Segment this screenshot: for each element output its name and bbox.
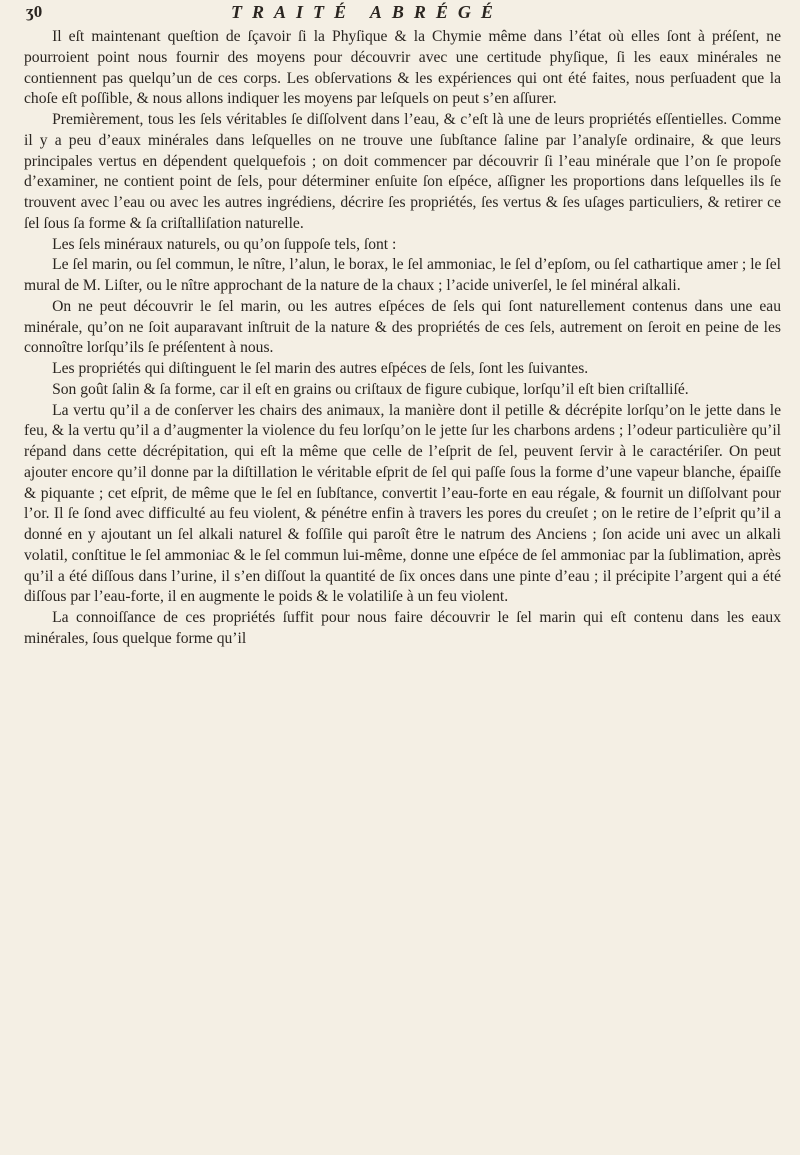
body-text [24, 27, 781, 650]
paragraph: La connoiſſance de ces propriétés ſuffit pour nous faire découvrir le ſel marin qui eſt contenu dans les eaux minérales, ſous quelque forme qu’il [24, 609, 781, 647]
paragraph: Il eſt maintenant queſtion de ſçavoir ſi la Phyſique & la Chymie même dans l’état où elles ſont à préſent, ne pourroient point nous fournir des moyens pour découvrir avec une certitude phyſique, ſi les eaux minérales ne contiennent pas quelqu’un de ces corps. Les obſervations & les expériences qui ont été faites, nous perſuadent que la choſe eſt poſſible, & nous allons indiquer les moyens par leſquels on peut s’en aſſurer. [24, 28, 781, 108]
page-number: ʒ0 [26, 2, 43, 21]
page-header [26, 2, 740, 26]
paragraph: Premièrement, tous les ſels véritables ſe diſſolvent dans l’eau, & c’eſt là une de leurs propriétés eſſentielles. Comme il y a peu d’eaux minérales dans leſquelles on ne trouve une ſubſtance ſaline par l’analyſe ordinaire, & que leurs principales vertus en dépendent quelquefois ; on doit commencer par découvrir ſi l’eau minérale que l’on ſe propoſe d’examiner, ne contient point de ſels, pour déterminer enſuite ſon eſpéce, aſſigner les proportions dans leſquelles ils ſe trouvent avec l’eau ou avec les autres ingrédiens, décrire ſes propriétés, ſes vertus & ſes uſages particuliers, & retirer ce ſel ſous ſa forme & ſa criſtalliſation naturelle. [24, 111, 781, 232]
paragraph: On ne peut découvrir le ſel marin, ou les autres eſpéces de ſels qui ſont naturellement contenus dans une eau minérale, qu’on ne ſoit auparavant inſtruit de la nature & des propriétés de ces ſels, autrement on ſeroit en peine de les connoître lorſqu’ils ſe préſentent à nous. [24, 297, 781, 357]
running-title: TRAITÉ ABRÉGÉ [231, 2, 503, 22]
paragraph: Les ſels minéraux naturels, ou qu’on ſuppoſe tels, ſont : [52, 235, 397, 253]
paragraph: Son goût ſalin & ſa forme, car il eſt en grains ou criſtaux de figure cubique, lorſqu’il eſt bien criſtalliſé. [52, 380, 689, 398]
paragraph: Le ſel marin, ou ſel commun, le nître, l’alun, le borax, le ſel ammoniac, le ſel d’epſom, ou ſel cathartique amer ; le ſel mural de M. Liſter, ou le nître approchant de la nature de la chaux ; l’acide univerſel, le ſel minéral alkali. [24, 256, 781, 294]
paragraph: Les propriétés qui diſtinguent le ſel marin des autres eſpéces de ſels, ſont les ſuivantes. [52, 360, 589, 377]
paragraph: La vertu qu’il a de conſerver les chairs des animaux, la manière dont il petille & décrépite lorſqu’on le jette dans le feu, & la vertu qu’il a d’augmenter la violence du feu lorſqu’on le jette ſur les charbons ardens ; l’odeur particulière qu’il répand dans cette décrépitation, qui eſt la même que celle de l’eſprit de ſel, peuvent ſervir à le caractériſer. On peut ajouter encore qu’il donne par la diſtillation le véritable eſprit de ſel qui paſſe ſous la forme d’une vapeur blanche, épaiſſe & piquante ; cet eſprit, de même que le ſel en ſubſtance, convertit l’eau-forte en eau régale, & fournit un diſſolvant pour l’or. Il ſe ſond avec difficulté au feu violent, & pénétre enfin à travers les pores du creuſet ; on le retire de l’eſprit qu’il a donné en y ajoutant un ſel alkali naturel & foſſile qui paroît être le natrum des Anciens ; ſon acide uni avec un alkali volatil, conſtitue le ſel ammoniac & le ſel commun lui-même, donne une eſpéce de ſel ammoniac par la ſublimation, après qu’il a été diſſous dans l’urine, il s’en diſſout la quantité de ſix onces dans une pinte d’eau ; il précipite l’argent qui a été diſſous par l’eau-forte, il en augmente le poids & le volatiliſe à un feu violent. [24, 401, 781, 606]
